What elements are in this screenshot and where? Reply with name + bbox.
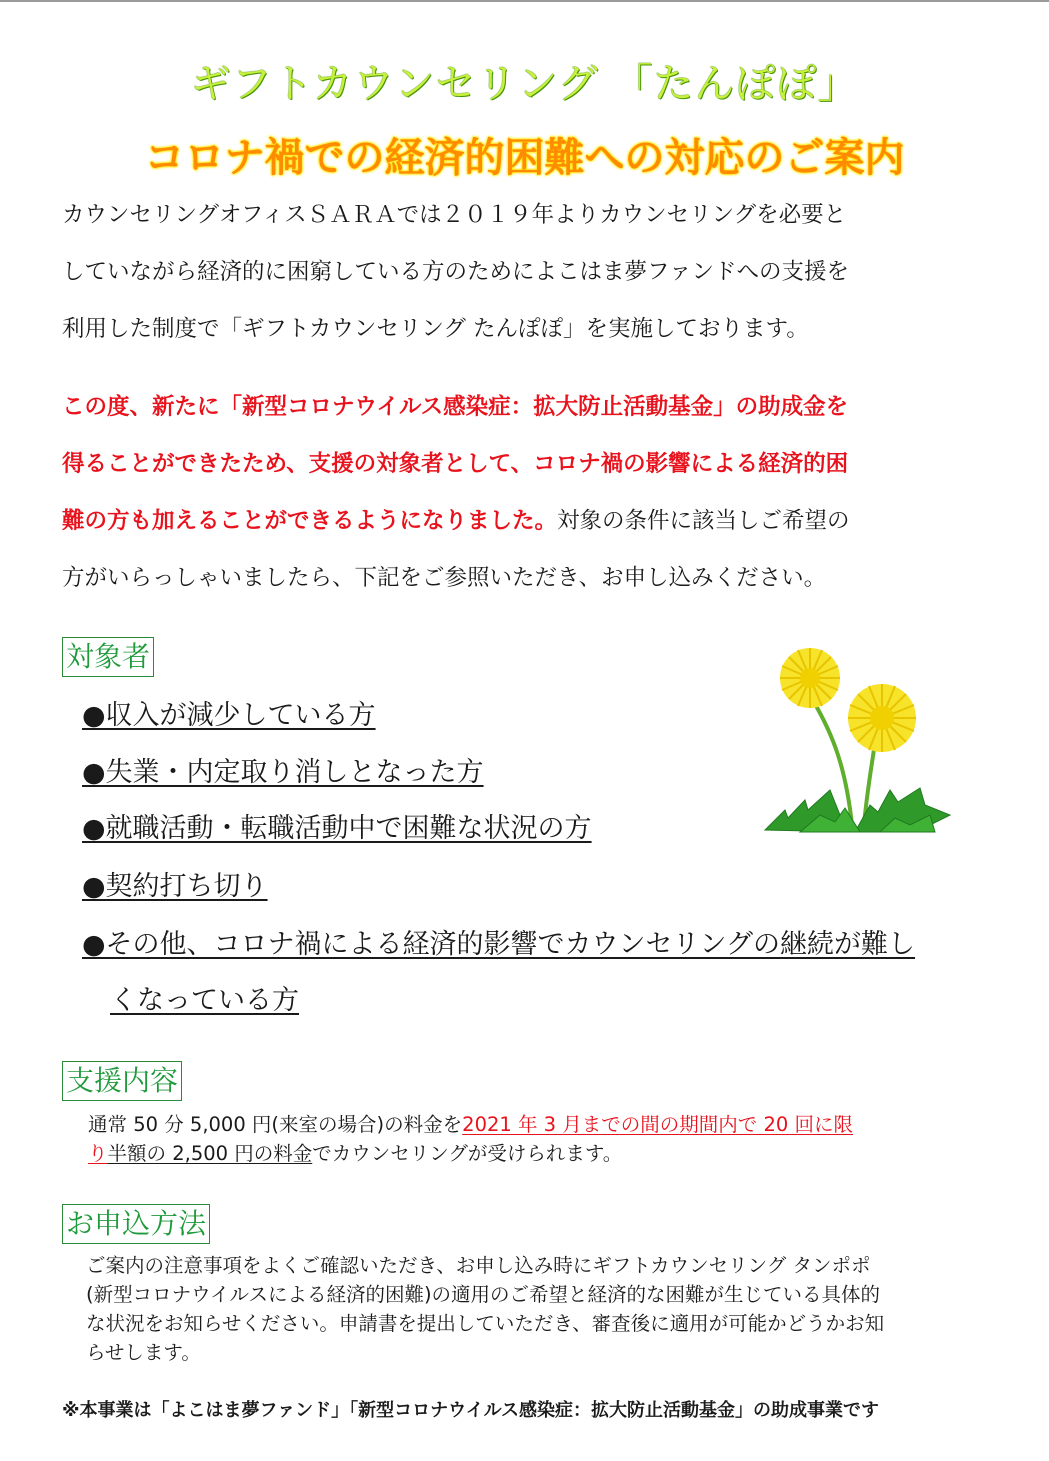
- apply-text: ご案内の注意事項をよくご確認いただき、お申し込み時にギフトカウンセリング タンポポ (新型コロナウイルスによる経済的困難)の適用のご希望と経済的な困難が生じている具体的 な状況をお知らせください。申請書を提出していただき、審査後に適用が可能かどうかお知 らせします。: [86, 1254, 885, 1364]
- intro-line: 利用した制度で「ギフトカウンセリング たんぽぽ」を実施しております。: [62, 316, 809, 342]
- intro-line: カウンセリングオフィスＳＡＲＡでは２０１９年よりカウンセリングを必要と: [62, 202, 847, 228]
- notice-highlight-line: 得ることができたため、支援の対象者として、コロナ禍の影響による経済的困: [62, 451, 849, 477]
- notice-paragraph: [62, 379, 1002, 607]
- top-border: [0, 0, 1049, 2]
- dandelion-illustration: [760, 640, 960, 840]
- notice-highlight-line: 難の方も加えることができるようになりました。: [62, 508, 558, 534]
- support-period: 2021 年 3 月までの間の期間内で 20 回に限: [462, 1113, 853, 1136]
- notice-text: 方がいらっしゃいましたら、下記をご参照いただき、お申し込みください。: [62, 565, 827, 591]
- list-item: ●契約打ち切り: [82, 871, 268, 902]
- notice-text: 対象の条件に該当しご希望の: [557, 508, 850, 534]
- notice-highlight-line: この度、新たに「新型コロナウイルス感染症：拡大防止活動基金」の助成金を: [62, 394, 849, 420]
- support-heading: 支援内容: [62, 1061, 182, 1101]
- list-item: ●就職活動・転職活動中で困難な状況の方: [82, 813, 592, 844]
- list-item: ●その他、コロナ禍による経済的影響でカウンセリングの継続が難し: [82, 929, 916, 960]
- list-item: ●収入が減少している方: [82, 700, 376, 731]
- apply-heading: お申込方法: [62, 1204, 210, 1244]
- target-heading: 対象者: [62, 637, 154, 677]
- page-subtitle: コロナ禍での経済的困難への対応のご案内: [144, 135, 905, 181]
- support-text: 通常 50 分 5,000 円(来室の場合)の料金を2021 年 3 月までの間の期間内で 20 回に限: [88, 1113, 853, 1136]
- list-item: ●失業・内定取り消しとなった方: [82, 757, 484, 788]
- intro-line: していながら経済的に困窮している方のためによこはま夢ファンドへの支援を: [62, 259, 850, 285]
- footer-note: ※本事業は「よこはま夢ファンド」「新型コロナウイルス感染症：拡大防止活動基金」の助成事業です: [62, 1400, 880, 1421]
- intro-paragraph: [62, 187, 1002, 358]
- list-item-continuation: くなっている方: [110, 985, 299, 1016]
- support-text-cont: り半額の 2,500 円の料金でカウンセリングが受けられます。: [88, 1142, 623, 1165]
- page-title: ギフトカウンセリング 「たんぽぽ」: [190, 61, 859, 107]
- support-fee: 半額の 2,500 円の料金: [107, 1142, 313, 1165]
